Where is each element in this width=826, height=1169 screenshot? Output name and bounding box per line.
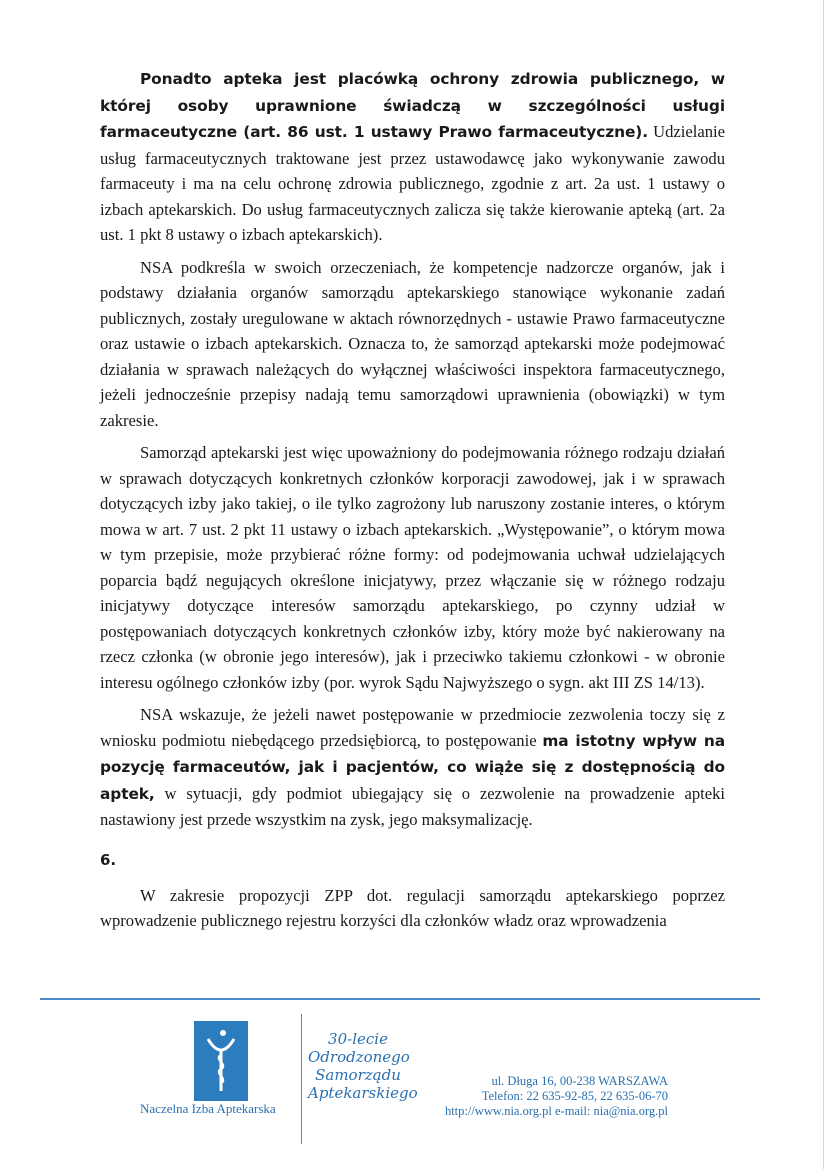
anniversary-line-3: Samorządu <box>315 1066 401 1084</box>
bowl-of-hygieia-logo-icon <box>194 1021 248 1101</box>
section-number: 6. <box>100 850 117 869</box>
anniversary-line-2: Odrodzonego <box>308 1048 410 1066</box>
paragraph-5: W zakresie propozycji ZPP dot. regulacji samorządu aptekarskiego poprzez wprowadzenie publicznego rejestru korzyści dla członków władz oraz wprowadzenia <box>100 885 725 930</box>
paragraph-2: NSA podkreśla w swoich orzeczeniach, że kompetencje nadzorcze organów, jak i podstawy działania organów samorządu aptekarskiego stanowiące wykonanie zadań publicznych, zostały uregulowane w aktach równorzędnych - ustawie Prawo farmaceutyczne oraz ustawie o izbach aptekarskich. Oznacza to, że samorząd aptekarski może podejmować działania w sprawach należących do wyłącznej właściwości inspektora farmaceutycznego, jeżeli jednocześnie przepisy nadają temu samorządowi uprawnienia (obowiązki) w tym zakresie. <box>100 257 725 430</box>
paragraph-1-text: Udzielanie usług farmaceutycznych traktowane jest przez ustawodawcę jako wykonywanie zawodu farmaceuty i ma na celu ochronę zdrowia publicznego, zgodnie z art. 2a ust. 1 ustawy o izbach aptekarskich. Do usług farmaceutycznych zalicza się także kierowanie apteką (art. 2a ust. 1 pkt 8 ustawy o izbach aptekarskich). <box>100 122 725 244</box>
paragraph-1-bold: Ponadto apteka jest placówką ochrony zdrowia publicznego, w której osoby uprawnione świadczą w szczególności usługi farmaceutyczne (art. 86 ust. 1 ustawy Prawo farmaceutyczne). <box>100 70 725 141</box>
paragraph-4-bold: ma istotny wpływ na pozycję farmaceutów, jak i pacjentów, co wiąże się z dostępnością do aptek, <box>100 731 725 803</box>
organization-name: Naczelna Izba Aptekarska <box>140 1101 276 1116</box>
paragraph-4 <box>100 702 725 833</box>
web-email[interactable]: http://www.nia.org.pl e-mail: nia@nia.org.pl <box>444 1104 668 1118</box>
footer-divider <box>40 998 760 1000</box>
contact-info <box>420 1074 668 1119</box>
page-edge <box>823 0 824 1169</box>
anniversary-line-1: 30-lecie <box>328 1030 388 1048</box>
paragraph-4-text-a: NSA wskazuje, że jeżeli nawet postępowanie w przedmiocie zezwolenia toczy się z wniosku podmiotu niebędącego przedsiębiorcą, to postępowanie <box>100 705 725 750</box>
paragraph-3: Samorząd aptekarski jest więc upoważniony do podejmowania różnego rodzaju działań w sprawach dotyczących konkretnych członków korporacji zawodowej, jak i w sprawach dotyczących izby jako takiej, o ile tylko zagrożony lub naruszony zostanie interes, o którym mowa w art. 7 ust. 2 pkt 11 ustawy o izbach aptekarskich. „Występowanie”, o którym mowa w tym przepisie, może przybierać różne formy: od podejmowania uchwał udzielających poparcia bądź negujących określone inicjatywy, przez włączanie się w różnego rodzaju inicjatywy dotyczące interesów samorządu aptekarskiego, po czynny udział w postępowaniach dotyczących konkretnych członków izby, który może być nakierowany na rzecz członka (w obronie jego interesów), jak i przeciwko takiemu członkowi - w obronie interesu ogólnego członków izby (por. wyrok Sądu Najwyższego o sygn. akt III ZS 14/13). <box>100 443 725 692</box>
paragraph-1 <box>100 66 725 248</box>
phone: Telefon: 22 635-92-85, 22 635-06-70 <box>481 1089 668 1103</box>
paragraph-4-text-b: w sytuacji, gdy podmiot ubiegający się o zezwolenie na prowadzenie apteki nastawiony jest przede wszystkim na zysk, jego maksymalizację. <box>100 783 725 829</box>
footer-separator <box>301 1014 302 1144</box>
address: ul. Długa 16, 00-238 WARSZAWA <box>491 1074 668 1088</box>
anniversary-logo <box>308 1030 418 1102</box>
document-body <box>100 66 725 941</box>
anniversary-line-4: Aptekarskiego <box>308 1084 418 1102</box>
